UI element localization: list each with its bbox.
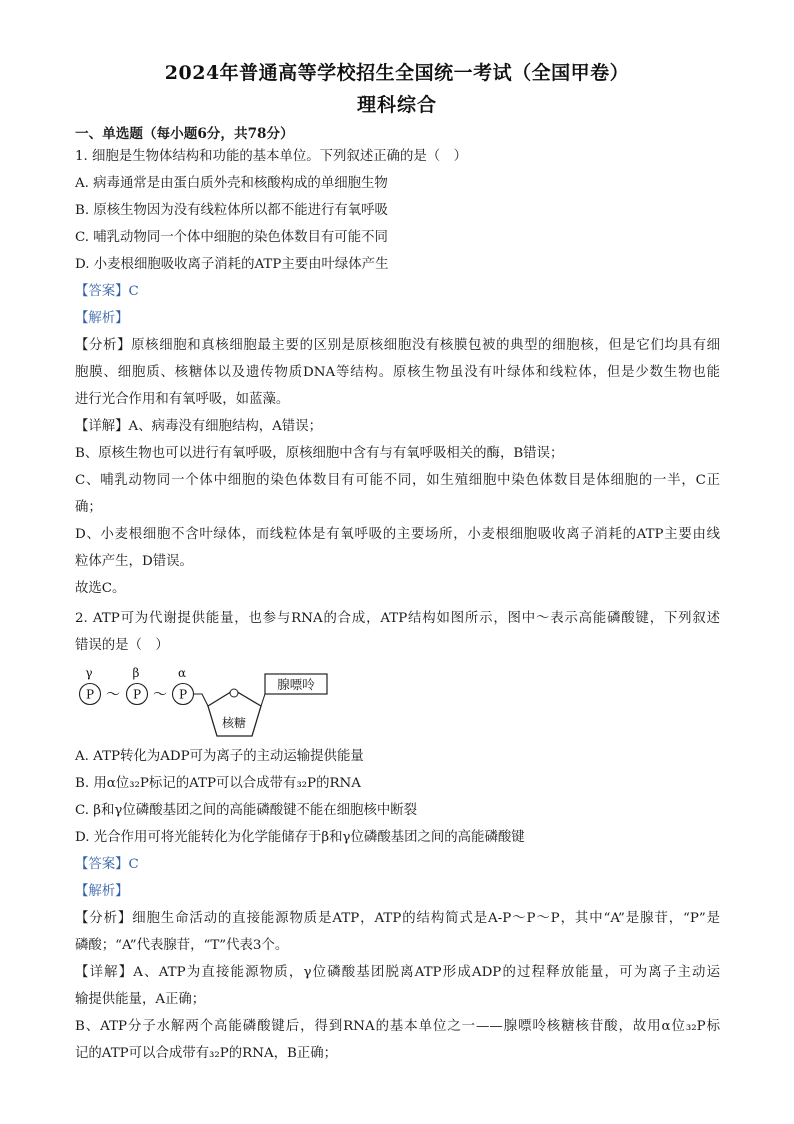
q1-detail-line: C、哺乳动物同一个体中细胞的染色体数目有可能不同，如生殖细胞中染色体数目是体细胞的一半，C正 [75, 473, 720, 488]
gamma-label: γ [85, 666, 93, 680]
q1-analysis-line: 【分析】原核细胞和真核细胞最主要的区别是原核细胞没有核膜包被的典型的细胞核，但是它们均具有细 [75, 338, 720, 353]
q2-detail-line: 【详解】A、ATP为直接能源物质，γ位磷酸基团脱离ATP形成ADP的过程释放能量，可为离子主动运 [75, 965, 720, 980]
q2-option-d: D. 光合作用可将光能转化为化学能储存于β和γ位磷酸基团之间的高能磷酸键 [75, 830, 525, 845]
q1-detail-line: 粒体产生，D错误。 [75, 554, 193, 569]
q1-conclusion: 故选C。 [75, 581, 126, 596]
q2-stem-line: 2. ATP可为代谢提供能量，也参与RNA的合成，ATP结构如图所示，图中～表示高能磷酸键，下列叙述 [75, 611, 720, 626]
page-subtitle: 理科综合 [356, 94, 437, 116]
q2-answer: 【答案】C [75, 857, 139, 872]
atp-structure-diagram [74, 664, 344, 742]
q1-option-a: A. 病毒通常是由蛋白质外壳和核酸构成的单细胞生物 [75, 176, 388, 191]
q2-detail-line: 输提供能量，A正确； [75, 992, 206, 1007]
q1-detail-line: D、小麦根细胞不含叶绿体，而线粒体是有氧呼吸的主要场所，小麦根细胞吸收离子消耗的ATP主要由线 [75, 527, 720, 542]
phosphate-alpha-label: P [178, 687, 188, 702]
alpha-label: α [177, 666, 187, 680]
q2-detail-line: B、ATP分子水解两个高能磷酸键后，得到RNA的基本单位之一——腺嘌呤核糖核苷酸，故用α位₃₂P标 [75, 1019, 720, 1034]
q2-jiexi-label: 【解析】 [75, 884, 129, 899]
q2-analysis-line: 磷酸；“A”代表腺苷，“T”代表3个。 [75, 938, 289, 953]
q1-jiexi-label: 【解析】 [75, 311, 129, 326]
phosphate-gamma-label: P [85, 687, 95, 702]
phosphate-beta-label: P [132, 687, 142, 702]
q2-option-b: B. 用α位₃₂P标记的ATP可以合成带有₃₂P的RNA [75, 776, 361, 791]
q2-option-c: C. β和γ位磷酸基团之间的高能磷酸键不能在细胞核中断裂 [75, 803, 418, 818]
q2-detail-line: 记的ATP可以合成带有₃₂P的RNA，B正确； [75, 1046, 338, 1061]
q1-detail-line: B、原核生物也可以进行有氧呼吸，原核细胞中含有与有氧呼吸相关的酶，B错误； [75, 446, 564, 461]
high-energy-bond-1: ～ [106, 687, 120, 703]
q1-option-b: B. 原核生物因为没有线粒体所以都不能进行有氧呼吸 [75, 203, 388, 218]
ribose-oxygen-ring [230, 689, 238, 697]
q1-analysis-line: 进行光合作用和有氧呼吸，如蓝藻。 [75, 392, 290, 407]
q1-option-c: C. 哺乳动物同一个体中细胞的染色体数目有可能不同 [75, 230, 388, 245]
ribose-label: 核糖 [221, 716, 247, 730]
q1-option-d: D. 小麦根细胞吸收离子消耗的ATP主要由叶绿体产生 [75, 257, 389, 272]
q2-stem-line: 错误的是（ ） [75, 638, 169, 653]
beta-label: β [132, 666, 140, 680]
page-title: 2024年普通高等学校招生全国统一考试（全国甲卷） [164, 62, 630, 84]
q1-detail-line: 确； [75, 500, 102, 515]
q2-option-a: A. ATP转化为ADP可为离子的主动运输提供能量 [75, 749, 364, 764]
adenine-label: 腺嘌呤 [277, 677, 315, 692]
q2-analysis-line: 【分析】细胞生命活动的直接能源物质是ATP，ATP的结构简式是A-P～P～P，其中“A”是腺苷，“P”是 [75, 911, 720, 926]
q1-analysis-line: 胞膜、细胞质、核糖体以及遗传物质DNA等结构。原核生物虽没有叶绿体和线粒体，但是少数生物也能 [75, 365, 720, 380]
glycosidic-bond-line [261, 694, 265, 706]
phosphoester-bond-line [194, 694, 208, 706]
q1-answer: 【答案】C [75, 284, 139, 299]
high-energy-bond-2: ～ [153, 687, 167, 703]
section-heading: 一、单选题（每小题6分，共78分） [75, 126, 294, 142]
q1-detail-line: 【详解】A、病毒没有细胞结构，A错误； [75, 419, 322, 434]
q1-stem: 1. 细胞是生物体结构和功能的基本单位。下列叙述正确的是（ ） [75, 149, 467, 164]
